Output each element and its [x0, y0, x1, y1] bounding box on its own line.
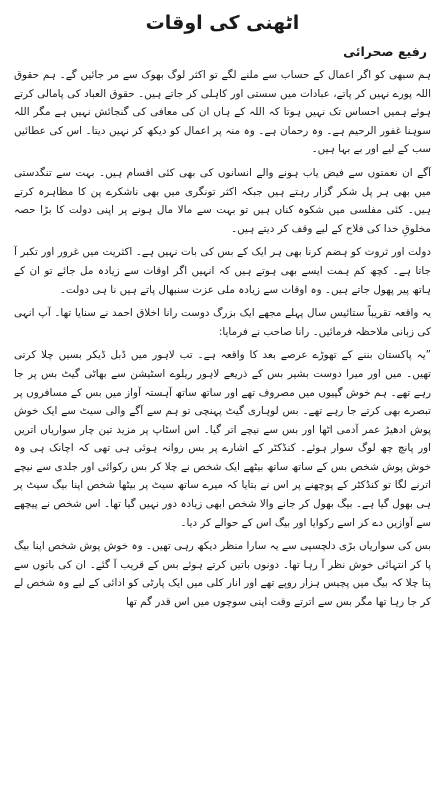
article-title: اٹھنی کی اوقات — [145, 12, 300, 34]
paragraph-1: ہم سبھی کو اگر اعمال کے حساب سے ملنے لگے تو اکثر لوگ بھوک سے مر جائیں گے۔ ہم حقوق اللہ پورے نہیں کر پاتے، عبادات میں سستی اور کاہلی کر جاتے ہیں۔ حقوق العباد کی پامالی کرتے ہوئے ہمیں احساس تک نہیں ہوتا کہ اللہ کے ہاں ان کی معافی کی گنجائش نہیں ہے مگر اللہ سوہنا غفور الرحیم ہے۔ وہ رحمان ہے۔ وہ منہ پر اعمال کو دیکھ کر نہیں دیتا۔ اس کی عطائیں سب کے لیے اور بے بہا ہیں۔ — [14, 69, 431, 156]
author-name: رفیع صحرائی — [343, 44, 427, 59]
paragraph-6: بس کی سواریاں بڑی دلچسپی سے یہ سارا منظر دیکھ رہی تھیں۔ وہ خوش پوش شخص اپنا بیگ پا کر انتہائی خوش نظر آ رہا تھا۔ دونوں باتیں کرتے ہوئے بس کے قریب آ گئے۔ ان کی باتوں سے پتا چلا کہ بیگ میں پچیس ہزار روپے تھے اور انار کلی میں ایک پارٹی کو ادائی کے لیے وہ شخص لے کر جا رہا تھا مگر بس سے اترتے وقت اپنی سوچوں میں اس قدر گم تھا — [14, 540, 431, 609]
paragraph-2: آگے ان نعمتوں سے فیض یاب ہونے والے انسانوں کی بھی کئی اقسام ہیں۔ بہت سے تنگدستی میں بھی ہر پل شکر گزار رہتے ہیں جبکہ اکثر تونگری میں بھی ناشکرے پن کا مظاہرہ کرتے ہیں۔ کئی مفلسی میں شکوہ کناں ہیں تو بہت سے مالا مال ہونے پر اپنی دولت کا بڑا حصہ مخلوقِ خدا کی فلاح کے لیے وقف کر دیتے ہیں۔ — [14, 166, 431, 235]
paragraph-5: ”یہ پاکستان بننے کے تھوڑے عرصے بعد کا واقعہ ہے۔ تب لاہور میں ڈبل ڈیکر بسیں چلا کرتی تھیں۔ میں اور میرا دوست بشیر بس کے ذریعے لاہور ریلوے اسٹیشن سے بھاٹی گیٹ بس پر جا رہے تھے۔ ہم خوش گپیوں میں مصروف تھے اور ساتھ ساتھ آہستہ آواز میں بس کے مسافروں پر تبصرے بھی کرتے جا رہے تھے۔ بس لوہاری گیٹ پہنچی تو ہم سے آگے والی سیٹ سے ایک خوش پوش ادھیڑ عمر آدمی اٹھا اور بس سے نیچے اتر گیا۔ اس اسٹاپ پر مزید تین چار سواریاں اتریں اور پانچ چھ لوگ سوار ہوئے۔ کنڈکٹر کے اشارے پر بس روانہ ہوئی ہی تھی کہ اچانک ہی وہ خوش پوش شخص بس کے ساتھ ساتھ بیٹھے ایک شخص نے چلا کر بس رکوائی اور جلدی سے نیچے اترنے لگا تو کنڈکٹر کے پوچھنے پر اس نے بتایا کہ میرے ساتھ سیٹ پر بیٹھا شخص اپنا بیگ سیٹ پر ہی بھول گیا ہے۔ بیگ بھول کر جانے والا شخص ابھی زیادہ دور نہیں گیا تھا۔ اس شخص نے پیچھے سے آوازیں دے کر اسے رکوایا اور بیگ اس کے حوالے کر دیا۔ — [14, 349, 431, 529]
paragraph-4: یہ واقعہ تقریباً ستائیس سال پہلے مجھے ایک بزرگ دوست رانا اخلاق احمد نے سنایا تھا۔ آپ انہی کی زبانی ملاحظہ فرمائیں۔ رانا صاحب نے فرمایا: — [14, 307, 431, 338]
paragraph-3: دولت اور ثروت کو ہضم کرنا بھی ہر ایک کے بس کی بات نہیں ہے۔ اکثریت میں غرور اور تکبر آ جاتا ہے۔ کچھ کم ہمت ایسے بھی ہوتے ہیں کہ انہیں اگر اوقات سے زیادہ مل جائے تو ان کے ہاتھ پیر پھول جاتے ہیں۔ وہ اوقات سے زیادہ ملی عزت سنبھال پاتے ہیں نا ہی دولت۔ — [14, 246, 431, 296]
